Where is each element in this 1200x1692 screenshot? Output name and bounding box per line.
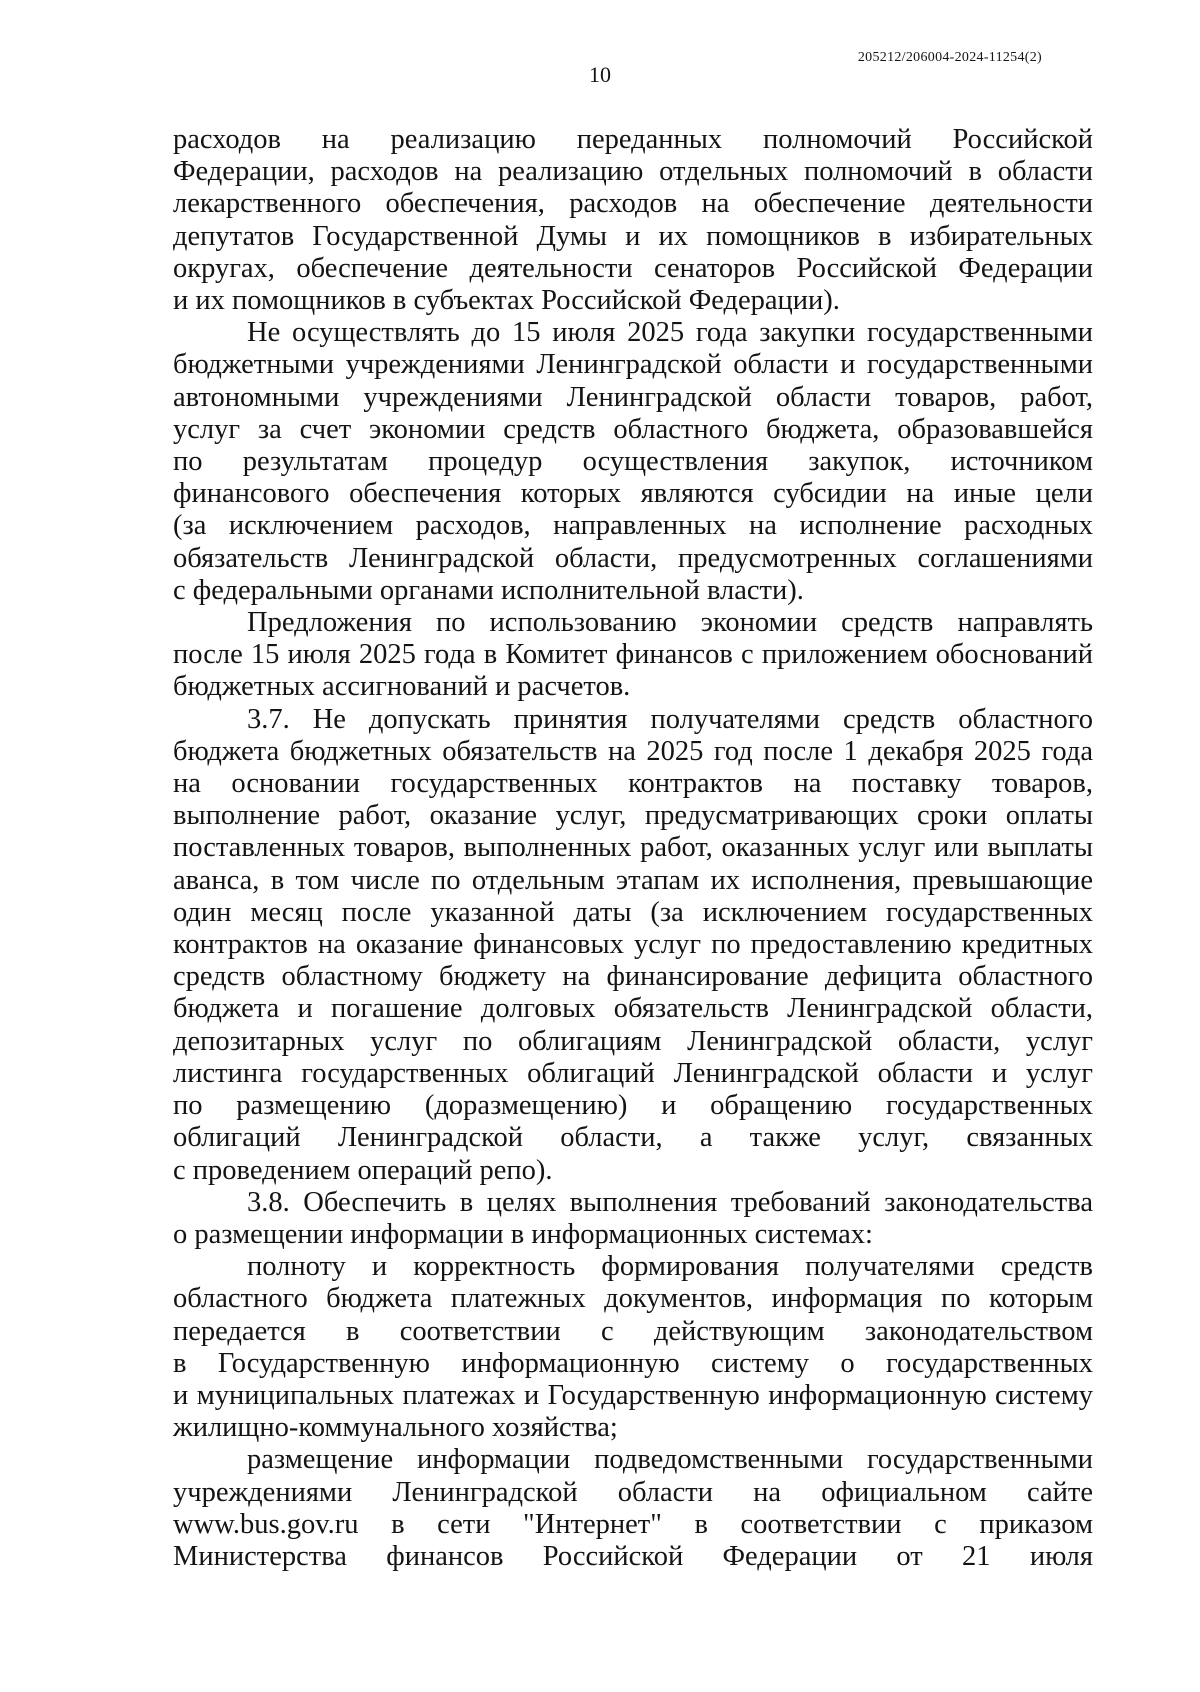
text-line: и муниципальных платежах и Государственную информационную систему [173,1379,1093,1411]
text-line: с федеральными органами исполнительной власти). [173,574,804,606]
text-line: Предложения по использованию экономии средств направлять [247,607,1093,639]
text-line: полноту и корректность формирования получателями средств [247,1251,1093,1283]
text-line: автономными учреждениями Ленинградской области товаров, работ, [173,381,1093,413]
text-line: выполнение работ, оказание услуг, предусматривающих сроки оплаты [173,800,1093,832]
text-line: услуг за счет экономии средств областного бюджета, образовавшейся [173,413,1093,445]
text-line: облигаций Ленинградской области, а также услуг, связанных [173,1122,1093,1154]
text-line: по размещению (доразмещению) и обращению государственных [173,1090,1093,1122]
text-line: бюджетных ассигнований и расчетов. [173,671,631,703]
text-line: размещение информации подведомственными государственными [247,1444,1093,1476]
text-line: Министерства финансов Российской Федерации от 21 июля [173,1540,1093,1572]
text-line: депутатов Государственной Думы и их помощников в избирательных [173,220,1093,252]
text-line: на основании государственных контрактов на поставку товаров, [173,768,1093,800]
text-line: бюджета и погашение долговых обязательств Ленинградской области, [173,993,1093,1025]
text-line: средств областному бюджету на финансирование дефицита областного [173,961,1093,993]
text-line: контрактов на оказание финансовых услуг по предоставлению кредитных [173,929,1093,961]
text-line: один месяц после указанной даты (за исключением государственных [173,896,1093,928]
text-line: округах, обеспечение деятельности сенаторов Российской Федерации [173,252,1093,284]
text-line: www.bus.gov.ru в сети "Интернет" в соответствии с приказом [173,1508,1093,1540]
document-id: 205212/206004-2024-11254(2) [857,50,1042,65]
text-line: Не осуществлять до 15 июля 2025 года закупки государственными [247,317,1093,349]
text-line: областного бюджета платежных документов, информация по которым [173,1283,1093,1315]
text-line: поставленных товаров, выполненных работ, оказанных услуг или выплаты [173,832,1093,864]
text-line: расходов на реализацию переданных полномочий Российской [173,124,1093,155]
text-line: о размещении информации в информационных системах: [173,1218,873,1250]
text-line: бюджетными учреждениями Ленинградской области и государственными [173,349,1093,381]
page-number: 10 [589,62,611,87]
text-line: депозитарных услуг по облигациям Ленинградской области, услуг [173,1025,1093,1057]
text-line: листинга государственных облигаций Ленинградской области и услуг [173,1057,1093,1089]
text-line: в Государственную информационную систему о государственных [173,1347,1093,1379]
text-line: 3.8. Обеспечить в целях выполнения требований законодательства [247,1186,1093,1218]
text-line: передается в соответствии с действующим законодательством [173,1315,1093,1347]
text-line: лекарственного обеспечения, расходов на обеспечение деятельности [173,188,1093,220]
text-line: обязательств Ленинградской области, предусмотренных соглашениями [173,542,1093,574]
text-line: и их помощников в субъектах Российской Федерации). [173,285,840,317]
text-line: Федерации, расходов на реализацию отдельных полномочий в области [173,156,1093,188]
text-line: по результатам процедур осуществления закупок, источником [173,446,1093,478]
text-line: (за исключением расходов, направленных на исполнение расходных [173,510,1093,542]
text-line: с проведением операций репо). [173,1154,553,1186]
text-line: 3.7. Не допускать принятия получателями средств областного [247,703,1093,735]
text-line: финансового обеспечения которых являются субсидии на иные цели [173,478,1093,510]
text-line: после 15 июля 2025 года в Комитет финансов с приложением обоснований [173,639,1093,671]
document-body [173,124,1093,1573]
text-line: учреждениями Ленинградской области на официальном сайте [173,1476,1093,1508]
text-line: бюджета бюджетных обязательств на 2025 год после 1 декабря 2025 года [173,735,1093,767]
text-line: жилищно-коммунального хозяйства; [173,1412,618,1444]
text-line: аванса, в том числе по отдельным этапам их исполнения, превышающие [173,864,1093,896]
